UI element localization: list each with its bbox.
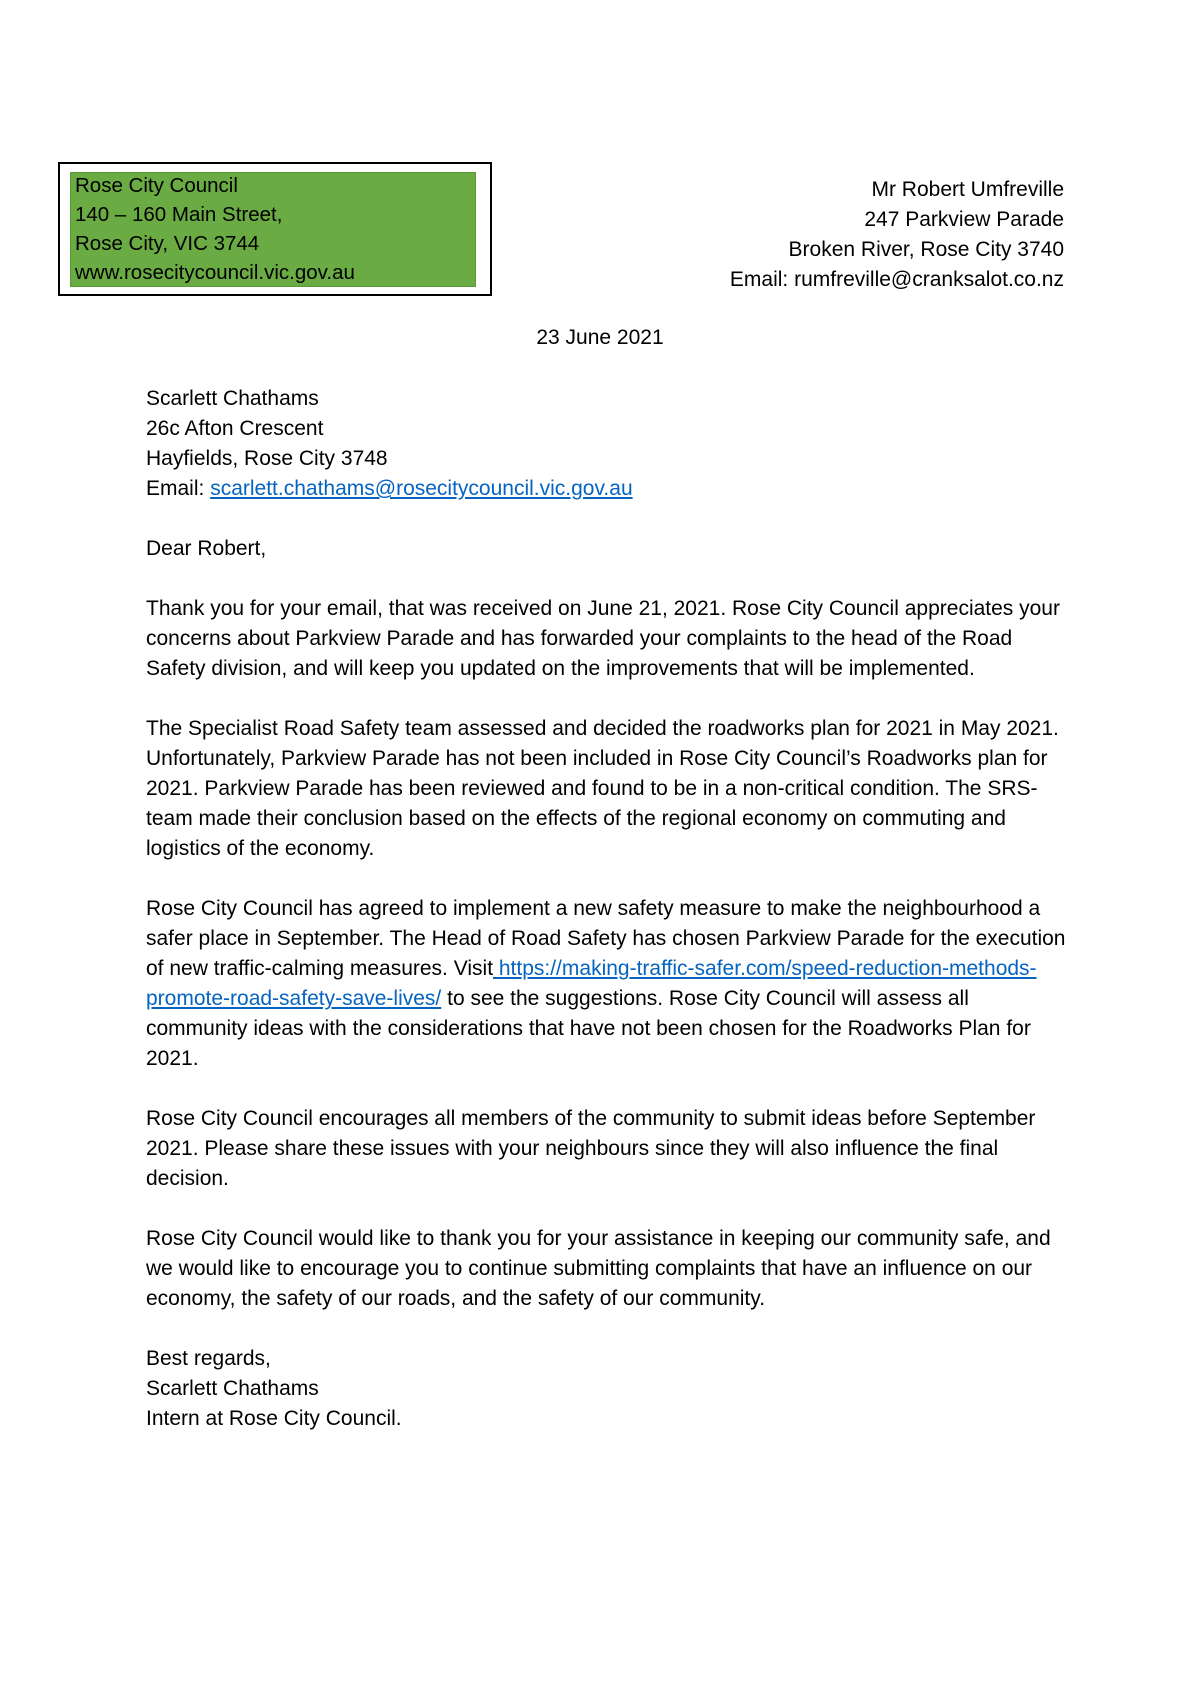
salutation: Dear Robert, xyxy=(146,537,267,560)
writer-street: 26c Afton Crescent xyxy=(146,417,324,440)
paragraph-5: Rose City Council would like to thank you for your assistance in keeping our community safe, and we would like to encourage you to continue submitting complaints that have an influence on our economy, the safety of our roads, and the safety of our community. xyxy=(146,1227,1051,1310)
letter-body xyxy=(146,384,1076,1434)
writer-email-label: Email: xyxy=(146,477,211,500)
paragraph-4: Rose City Council encourages all members of the community to submit ideas before September 2021. Please share these issues with your neighbours since they will also influence the final decision. xyxy=(146,1107,1036,1190)
sender-street: 140 – 160 Main Street, xyxy=(75,203,283,226)
writer-address xyxy=(146,384,1076,504)
closing-name: Scarlett Chathams xyxy=(146,1377,319,1400)
closing-regards: Best regards, xyxy=(146,1347,271,1370)
sender-address-box xyxy=(58,162,492,296)
letter-date: 23 June 2021 xyxy=(536,326,664,349)
paragraph-3 xyxy=(146,894,1076,1074)
recipient-email: Email: rumfreville@cranksalot.co.nz xyxy=(729,268,1064,291)
recipient-address xyxy=(730,175,1064,295)
closing-title: Intern at Rose City Council. xyxy=(146,1407,402,1430)
paragraph-3-text-end: to see the suggestions. Rose City Council will assess all community ideas with the considerations that have not been chosen for the Roadworks Plan for 2021. xyxy=(146,987,1031,1070)
paragraph-2: The Specialist Road Safety team assessed and decided the roadworks plan for 2021 in May 2021. Unfortunately, Parkview Parade has not been included in Rose City Council’s Roadworks plan for 2021. Parkview Parade has been reviewed and found to be in a non-critical condition. The SRS-team made their conclusion based on the effects of the regional economy on commuting and logistics of the economy. xyxy=(146,717,1059,860)
recipient-street: 247 Parkview Parade xyxy=(864,208,1064,231)
paragraph-1: Thank you for your email, that was received on June 21, 2021. Rose City Council appreciates your concerns about Parkview Parade and has forwarded your complaints to the head of the Road Safety division, and will keep you updated on the improvements that will be implemented. xyxy=(146,597,1060,680)
writer-email-line xyxy=(146,474,1076,504)
writer-city: Hayfields, Rose City 3748 xyxy=(146,447,388,470)
sender-address xyxy=(75,171,475,287)
recipient-city: Broken River, Rose City 3740 xyxy=(788,238,1064,261)
traffic-calming-link[interactable]: https://making-traffic-safer.com/speed-reduction-methods-promote-road-safety-save-lives/ xyxy=(146,957,1037,1010)
signature-block xyxy=(146,1344,1076,1434)
sender-website: www.rosecitycouncil.vic.gov.au xyxy=(75,261,355,284)
paragraph-3-text-start: Rose City Council has agreed to implement a new safety measure to make the neighbourhood a safer place in September. The Head of Road Safety has chosen Parkview Parade for the execution of new traffic-calming measures. Visit xyxy=(146,897,1066,980)
writer-email-link[interactable]: scarlett.chathams@rosecitycouncil.vic.gov.au xyxy=(210,477,633,500)
recipient-name: Mr Robert Umfreville xyxy=(871,178,1064,201)
sender-name: Rose City Council xyxy=(75,174,238,197)
sender-city: Rose City, VIC 3744 xyxy=(75,232,260,255)
writer-name: Scarlett Chathams xyxy=(146,387,319,410)
